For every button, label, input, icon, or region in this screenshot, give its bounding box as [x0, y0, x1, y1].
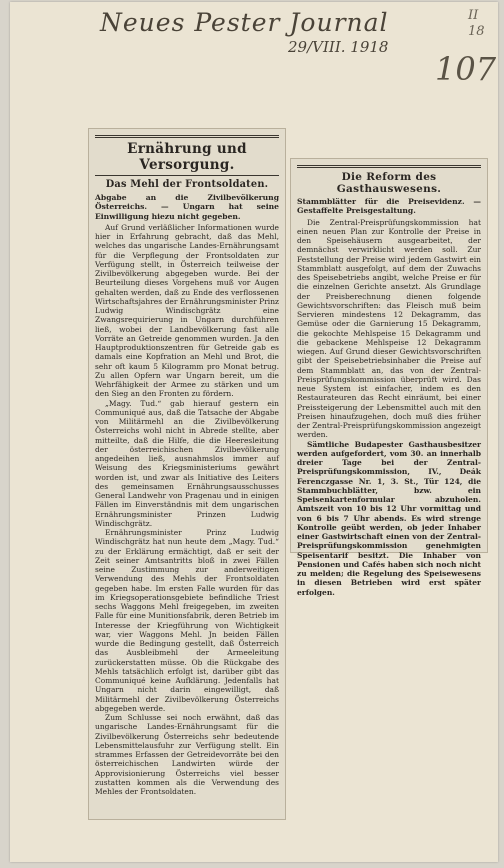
clipping-left — [88, 128, 286, 820]
date-annotation: 29/VIII. 1918 — [288, 38, 389, 56]
top-rule — [297, 165, 481, 168]
clipping-right — [290, 158, 488, 597]
paragraph: Auf Grund verläßlicher Informationen wurde hier in Erfahrung gebracht, daß das Mehl, welches das ungarische Landes-Ernährungsamt für die Verpflegung der Frontsoldaten zur Verfügung stellt, in Österreich teilweise der Zivilbevölkerung abgegeben wurde. Bei der Beurteilung dieses Vorgehens muß vor Augen gehalten werden, daß zu Ende des verflossenen Wirtschaftsjahres der Ernährungsminister Prinz Ludwig Windischgrätz eine Zwangsrequirierung in Ungarn durchführen ließ, wobei der Landbevölkerung fast alle Vorräte an Getreide genommen wurden. Ja den Hauptproduktionszentren für Getreide gab es damals eine Kopfration an Mehl und Brot, die sehr oft kaum 5 Kilogramm pro Monat betrug. Zu allen Opfern war Ungarn bereit, um die Wehrfähigkeit der Armee zu stärken und um den Sieg an den Fronten zu fördern. — [95, 222, 279, 399]
paragraph: „Magy. Tud.“ gab hierauf gestern ein Communiqué aus, daß die Tatsache der Abgabe von Militärmehl an die Zivilbevölkerung Österreichs wohl nicht in Abrede stellte, aber mitteilte, daß die Hilfe, die die Heeresleitung der österreichischen Zivilbevölkerung angedeihen ließ, ausnahmslos immer auf Weisung des Kriegsministeriums gewährt worden ist, und zwar als Initiative des Leiters des gemeinsamen Ernährungsausschusses General Landwehr von Pragenau und in einigen Fällen im Einverständnis mit dem ungarischen Ernährungsminister Prinzen Ludwig Windischgrätz. — [95, 398, 279, 528]
newspaper-annotation: Neues Pester Journal — [100, 8, 389, 37]
paragraph: Die Zentral-Preisprüfungskommission hat einen neuen Plan zur Kontrolle der Preise in den Speisehäusern ausgearbeitet, der demnächst verwirklicht werden soll. Zur Feststellung der Preise wird jedem Gastwirt ein Stammblatt ausgefolgt, auf dem der Zuwachs des Speisebetriebs angibt, welche Preise er für die einzelnen Gerichte ansetzt. Als Grundlage der Preisberechnung dienen folgende Gewichtsvorschriften: das Fleisch muß beim Servieren mindestens 12 Dekagramm, das Gemüse oder die Garnierung 15 Dekagramm, die gekochte Mehlspeise 15 Dekagramm und die gebackene Mehlspeise 12 Dekagramm wiegen. Auf Grund dieser Gewichtsvorschriften gibt der Speisebetriebsinhaber die Preise auf dem Stammblatt an, das von der Zentral-Preisprüfungskommission überprüft wird. Das neue System ist einfacher, indem es den Restaurateuren das Recht einräumt, bei einer Preissteigerung der Lebensmittel auch mit den Preisen hinaufzugehen, doch muß dies früher der Zentral-Preisprüfungskommission angezeigt werden. — [297, 217, 481, 440]
paragraph: Ernährungsminister Prinz Ludwig Windischgrätz hat nun heute dem „Magy. Tud.“ zu der Erklärung ermächtigt, daß er seit der Zeit seiner Amtsantritts bloß in zwei Fällen seine Zustimmung zur anderweitigen Verwendung des Mehls der Frontsoldaten gegeben habe. Im ersten Falle wurden für das im Kriegsoperationsgebiete befindliche Triest sechs Waggons Mehl freigegeben, im zweiten Falle für eine Munitionsfabrik, deren Betrieb im Interesse der Kriegführung von Wichtigkeit war, vier Waggons Mehl. Jn beiden Fällen wurde die Bedingung gestellt, daß Österreich das Ausbleibmehl der Armeeleitung zurückerstatten müsse. Ob die Rückgabe des Mehls tatsächlich erfolgt ist, darüber gibt das Communiqué keine Aufklärung. Jedenfalls hat Ungarn nicht darin eingewilligt, daß Militärmehl der Zivilbevölkerung Österreichs abgegeben werde. — [95, 528, 279, 713]
page-number-annotation: 107 — [435, 50, 497, 88]
paragraph: Zum Schlusse sei noch erwähnt, daß das ungarische Landes-Ernährungsamt für die Zivilbevölkerung Österreichs sehr bedeutende Lebensmittelausfuhr zur Verfügung stellt. Ein strammes Erfassen der Getreidevorräte bei den österreichischen Landwirten würde der Approvisionierung Österreichs viel besser zustatten kommen als die Verwendung des Mehles der Frontsoldaten. — [95, 713, 279, 797]
corner-annotation: II 18 — [468, 8, 485, 39]
article-lead: Stammblätter für die Preisevidenz. — Gestaffelte Preisgestaltung. — [297, 197, 481, 216]
top-rule — [95, 135, 279, 138]
article-subtitle: Das Mehl der Frontsoldaten. — [105, 179, 269, 190]
article-title: Ernährung und Versorgung. — [127, 141, 247, 173]
paragraph-marked: Sämtliche Budapester Gasthausbesitzer werden aufgefordert, vom 30. an innerhalb dreier Tage bei der Zentral-Preisprüfungskommission, IV., Deák Ferenczgasse Nr. 1, 3. St., Tür 124, die Stammbuchblätter, bzw. ein Speisenkartenformular abzuholen. Amtszeit von 10 bis 12 Uhr vormittag und von 6 bis 7 Uhr abends. Es wird strenge Kontrolle geübt werden, ob jeder Inhaber einer Gastwirtschaft einen von der Zentral-Preisprüfungskommission genehmigten Speisentarif besitzt. Die Inhaber von Pensionen und Cafés haben sich noch nicht zu melden; die Regelung des Speisewesens in diesen Betrieben wird erst später erfolgen. — [297, 439, 481, 597]
article-lead: Abgabe an die Zivilbevölkerung Österreichs. — Ungarn hat seine Einwilligung hiezu nicht gegeben. — [95, 193, 279, 221]
article-title: Die Reform des Gasthauswesens. — [336, 171, 442, 195]
title-rule — [95, 175, 279, 176]
